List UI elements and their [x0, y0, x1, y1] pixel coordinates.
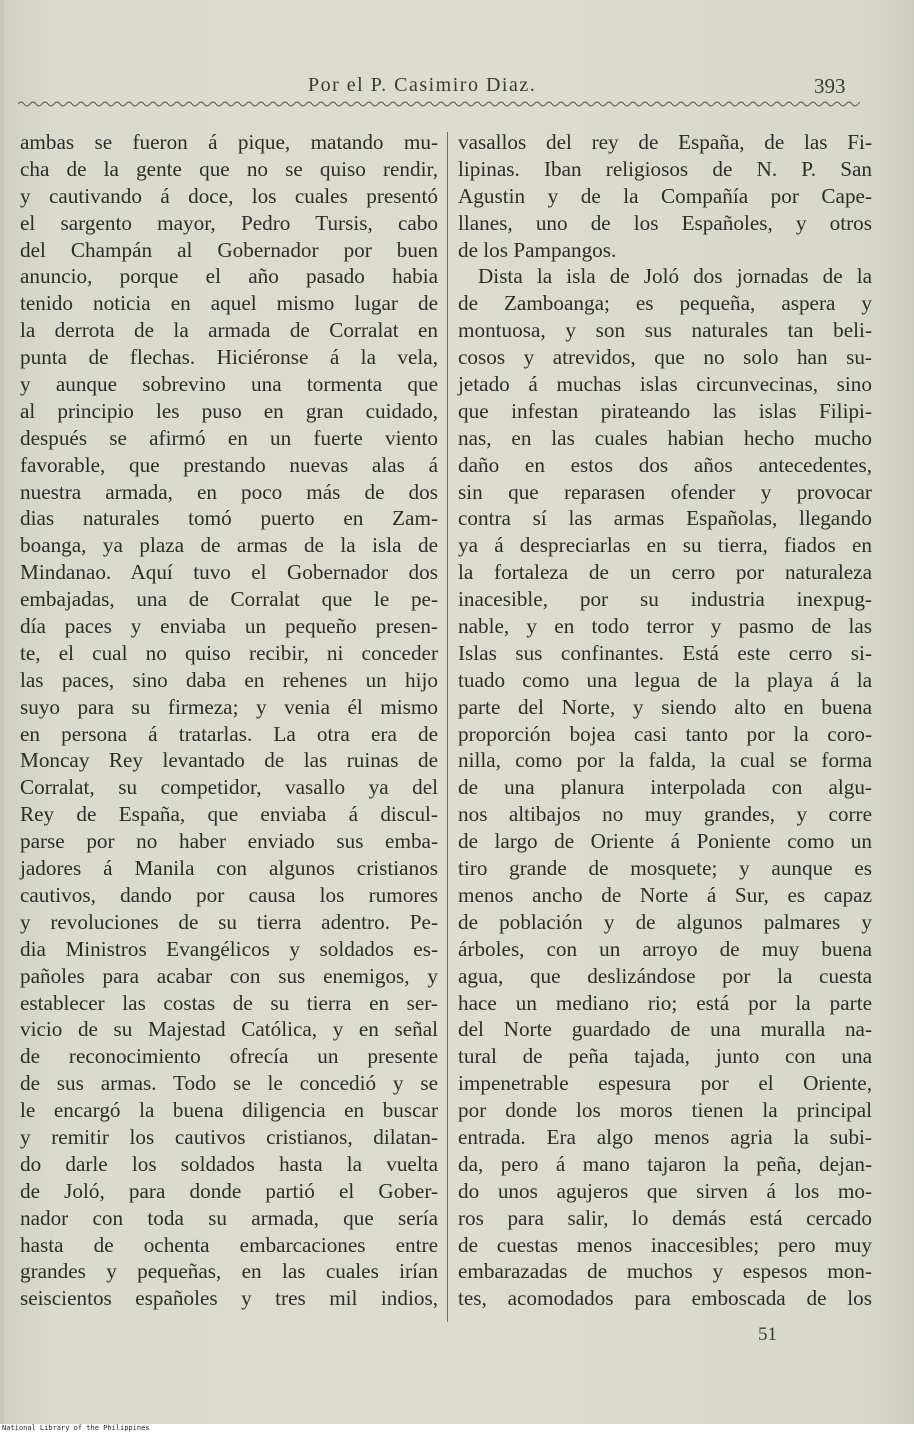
text-line: jadores á Manila con algunos cristianos — [20, 856, 438, 881]
text-line: Rey de España, que enviaba á discul- — [20, 802, 438, 827]
left-text-column — [20, 129, 438, 1312]
text-line: lipinas. Iban religiosos de N. P. San — [458, 156, 872, 181]
text-line: dias naturales tomó puerto en Zam- — [20, 506, 438, 531]
text-line: suyo para su firmeza; y venia él mismo — [20, 694, 438, 719]
column-divider — [447, 132, 448, 1322]
text-line: inacesible, por su industria inexpug- — [458, 587, 872, 612]
text-line: impenetrable espesura por el Oriente, — [458, 1071, 872, 1096]
text-line: Dista la isla de Joló dos jornadas de la — [478, 264, 872, 289]
text-line: cosos y atrevidos, que no solo han su- — [458, 345, 872, 370]
footer-credit: National Library of the Philippines — [2, 1424, 150, 1432]
text-line: de una planura interpolada con algu- — [458, 775, 872, 800]
text-line: menos ancho de Norte á Sur, es capaz — [458, 882, 872, 907]
text-line: grandes y pequeñas, en las cuales irían — [20, 1259, 438, 1284]
text-line: entrada. Era algo menos agria la subi- — [458, 1124, 872, 1149]
text-line: embarazadas de muchos y espesos mon- — [458, 1259, 872, 1284]
text-line: pañoles para acabar con sus enemigos, y — [20, 963, 438, 988]
text-line: ya á despreciarlas en su tierra, fiados en — [458, 533, 872, 558]
text-line: de Joló, para donde partió el Gober- — [20, 1178, 438, 1203]
text-line: en persona á tratarlas. La otra era de — [20, 721, 438, 746]
text-line: agua, que deslizándose por la cuesta — [458, 963, 872, 988]
text-line: la fortaleza de un cerro por naturaleza — [458, 560, 872, 585]
text-line: te, el cual no quiso recibir, ni conceder — [20, 640, 438, 665]
page-edge-shadow — [0, 0, 4, 1424]
text-line: del Champán al Gobernador por buen — [20, 237, 438, 262]
text-line: de los Pampangos. — [458, 237, 617, 262]
text-line: Mindanao. Aquí tuvo el Gobernador dos — [20, 560, 438, 585]
text-line: Corralat, su competidor, vasallo ya del — [20, 775, 438, 800]
text-line: tural de peña tajada, junto con una — [458, 1044, 872, 1069]
text-line: nos altibajos no muy grandes, y corre — [458, 802, 872, 827]
text-line: y remitir los cautivos cristianos, dilatan- — [20, 1124, 438, 1149]
text-line: parte del Norte, y siendo alto en buena — [458, 694, 872, 719]
text-line: nilla, como por la falda, la cual se forma — [458, 748, 872, 773]
text-line: árboles, con un arroyo de muy buena — [458, 936, 872, 961]
text-line: le encargó la buena diligencia en buscar — [20, 1098, 438, 1123]
signature-mark: 51 — [758, 1324, 777, 1345]
text-line: tes, acomodados para emboscada de los — [458, 1286, 872, 1311]
text-line: montuosa, y son sus naturales tan beli- — [458, 318, 872, 343]
text-line: las paces, sino daba en rehenes un hijo — [20, 667, 438, 692]
text-line: hasta de ochenta embarcaciones entre — [20, 1232, 438, 1257]
text-line: nas, en las cuales habian hecho mucho — [458, 425, 872, 450]
text-line: nador con toda su armada, que sería — [20, 1205, 438, 1230]
text-line: establecer las costas de su tierra en ser- — [20, 990, 438, 1015]
text-line: al principio les puso en gran cuidado, — [20, 398, 438, 423]
text-line: de población y de algunos palmares y — [458, 909, 872, 934]
text-line: cha de la gente que no se quiso rendir, — [20, 156, 438, 181]
text-line: día paces y enviaba un pequeño presen- — [20, 614, 438, 639]
text-line: tuado como una legua de la playa á la — [458, 667, 872, 692]
text-line: por donde los moros tienen la principal — [458, 1098, 872, 1123]
text-line: ambas se fueron á pique, matando mu- — [20, 130, 438, 154]
text-line: Agustin y de la Compañía por Cape- — [458, 183, 872, 208]
text-line: parse por no haber enviado sus emba- — [20, 829, 438, 854]
ornamental-rule — [18, 98, 860, 110]
text-line: tenido noticia en aquel mismo lugar de — [20, 291, 438, 316]
text-line: de sus armas. Todo se le concedió y se — [20, 1071, 438, 1096]
text-line: nuestra armada, en poco más de dos — [20, 479, 438, 504]
right-text-column — [458, 129, 872, 1312]
text-line: boanga, ya plaza de armas de la isla de — [20, 533, 438, 558]
text-line: llanes, uno de los Españoles, y otros — [458, 210, 872, 235]
text-line: Moncay Rey levantado de las ruinas de — [20, 748, 438, 773]
text-line: cautivos, dando por causa los rumores — [20, 882, 438, 907]
text-line: dia Ministros Evangélicos y soldados es- — [20, 936, 438, 961]
text-line: de largo de Oriente á Poniente como un — [458, 829, 872, 854]
text-line: Islas sus confinantes. Está este cerro si- — [458, 640, 872, 665]
text-line: da, pero á mano tajaron la peña, dejan- — [458, 1151, 872, 1176]
text-line: daño en estos dos años antecedentes, — [458, 452, 872, 477]
text-line: de reconocimiento ofrecía un presente — [20, 1044, 438, 1069]
text-line: sin que reparasen ofender y provocar — [458, 479, 872, 504]
text-line: favorable, que prestando nuevas alas á — [20, 452, 438, 477]
text-line: jetado á muchas islas circunvecinas, sino — [458, 372, 872, 397]
text-line: do darle los soldados hasta la vuelta — [20, 1151, 438, 1176]
text-line: nable, y en todo terror y pasmo de las — [458, 614, 872, 639]
text-line: ros para salir, lo demás está cercado — [458, 1205, 872, 1230]
text-line: que infestan pirateando las islas Filipi- — [458, 398, 872, 423]
text-line: anuncio, porque el año pasado habia — [20, 264, 438, 289]
text-line: punta de flechas. Hiciéronse á la vela, — [20, 345, 438, 370]
text-line: vicio de su Majestad Católica, y en señal — [20, 1017, 438, 1042]
text-line: después se afirmó en un fuerte viento — [20, 425, 438, 450]
text-line: y aunque sobrevino una tormenta que — [20, 372, 438, 397]
text-line: tiro grande de mosquete; y aunque es — [458, 856, 872, 881]
text-line: vasallos del rey de España, de las Fi- — [458, 130, 872, 154]
text-line: del Norte guardado de una muralla na- — [458, 1017, 872, 1042]
text-line: el sargento mayor, Pedro Tursis, cabo — [20, 210, 438, 235]
text-line: y cautivando á doce, los cuales presentó — [20, 183, 438, 208]
text-line: hace un mediano rio; está por la parte — [458, 990, 872, 1015]
text-line: do unos agujeros que sirven á los mo- — [458, 1178, 872, 1203]
text-line: y revoluciones de su tierra adentro. Pe- — [20, 909, 438, 934]
text-line: de cuestas menos inaccesibles; pero muy — [458, 1232, 872, 1257]
text-line: la derrota de la armada de Corralat en — [20, 318, 438, 343]
text-line: proporción bojea casi tanto por la coro- — [458, 721, 872, 746]
running-title: Por el P. Casimiro Diaz. — [308, 74, 537, 96]
page-number: 393 — [814, 74, 846, 98]
text-line: contra sí las armas Españolas, llegando — [458, 506, 872, 531]
text-line: seiscientos españoles y tres mil indios, — [20, 1286, 438, 1311]
text-line: embajadas, una de Corralat que le pe- — [20, 587, 438, 612]
text-line: de Zamboanga; es pequeña, aspera y — [458, 291, 872, 316]
